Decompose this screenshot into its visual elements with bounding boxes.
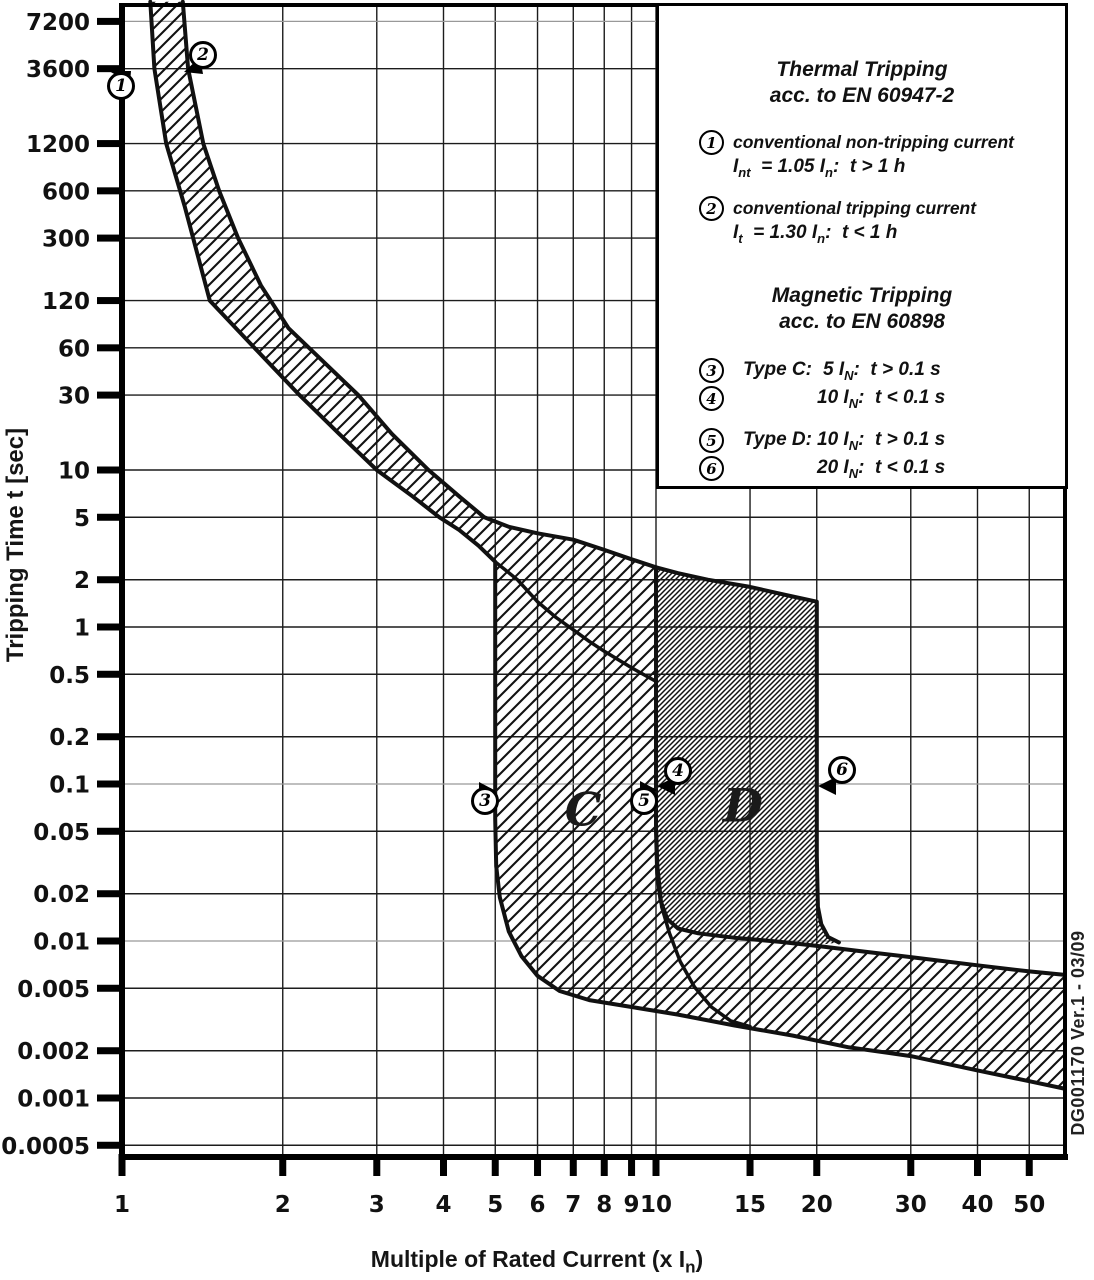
x-tick-3 <box>373 1154 380 1176</box>
y-tick-1 <box>97 624 122 631</box>
x-tick-30 <box>907 1154 914 1176</box>
legend-item-2-formula: $I_t = 1.30$ $I_n$: t < 1 h <box>733 222 898 246</box>
y-tick-0.1 <box>97 781 122 788</box>
y-tick-10 <box>97 467 122 474</box>
y-tick-label-0.005: 0.005 <box>17 976 90 1003</box>
x-tick-label-6: 6 <box>529 1192 546 1218</box>
x-tick-1 <box>119 1154 126 1176</box>
magnetic-section-title: Magnetic Tripping <box>771 284 953 307</box>
legend-marker-6-icon: 6 <box>699 456 724 481</box>
y-tick-label-3600: 3600 <box>25 57 90 84</box>
y-axis-title: Tripping Time t [sec] <box>2 427 29 663</box>
type-d-row-1-formula: 10 $I_N$: t > 0.1 s <box>817 429 946 453</box>
x-tick-label-3: 3 <box>368 1192 385 1218</box>
band-label-d: D <box>723 778 763 833</box>
thermal-section-subtitle: acc. to EN 60947-2 <box>769 84 955 107</box>
x-tick-label-40: 40 <box>961 1192 994 1218</box>
x-tick-label-7: 7 <box>565 1192 582 1218</box>
x-tick-label-2: 2 <box>274 1192 291 1218</box>
type-c-row-1-formula: 5 $I_N$: t > 0.1 s <box>823 359 941 383</box>
y-tick-0.2 <box>97 733 122 740</box>
y-tick-3600 <box>97 65 122 72</box>
x-tick-5 <box>492 1154 499 1176</box>
y-tick-label-0.1: 0.1 <box>49 772 90 799</box>
chart-marker-5: 5 <box>630 787 658 815</box>
x-tick-40 <box>974 1154 981 1176</box>
x-tick-label-10: 10 <box>639 1192 673 1218</box>
y-tick-0.0005 <box>97 1142 122 1149</box>
document-reference: DG001170 Ver.1 - 03/09 <box>1068 930 1088 1136</box>
y-tick-0.002 <box>97 1047 122 1054</box>
x-tick-8 <box>601 1154 608 1176</box>
y-tick-0.5 <box>97 671 122 678</box>
y-tick-label-0.001: 0.001 <box>17 1086 90 1113</box>
y-tick-300 <box>97 235 122 242</box>
type-c-row-2-formula: 10 $I_N$: t < 0.1 s <box>817 387 946 411</box>
y-tick-label-60: 60 <box>57 336 90 363</box>
y-tick-7200 <box>97 18 122 25</box>
x-tick-10 <box>653 1154 660 1176</box>
chart-marker-1: 1 <box>107 72 135 100</box>
x-tick-50 <box>1026 1154 1033 1176</box>
y-tick-5 <box>97 514 122 521</box>
x-tick-9 <box>628 1154 635 1176</box>
y-tick-120 <box>97 297 122 304</box>
y-tick-label-7200: 7200 <box>25 9 90 36</box>
y-tick-0.02 <box>97 890 122 897</box>
type-c-label: Type C: <box>743 359 812 380</box>
y-tick-label-10: 10 <box>57 458 90 485</box>
y-tick-0.01 <box>97 938 122 945</box>
x-tick-7 <box>570 1154 577 1176</box>
y-tick-label-0.002: 0.002 <box>17 1039 90 1066</box>
y-tick-label-1200: 1200 <box>25 132 90 159</box>
legend-marker-1-icon: 1 <box>699 130 724 155</box>
y-tick-0.001 <box>97 1095 122 1102</box>
legend-item-1-formula: $I_{nt} = 1.05$ $I_n$: t > 1 h <box>733 156 906 180</box>
x-tick-label-4: 4 <box>435 1192 452 1218</box>
y-tick-2 <box>97 576 122 583</box>
x-tick-20 <box>813 1154 820 1176</box>
x-tick-label-8: 8 <box>596 1192 613 1218</box>
y-tick-label-0.2: 0.2 <box>49 725 90 752</box>
type-d-label: Type D: <box>743 429 812 450</box>
y-tick-label-0.5: 0.5 <box>49 662 90 689</box>
y-tick-30 <box>97 392 122 399</box>
x-tick-2 <box>279 1154 286 1176</box>
type-d-band-region <box>656 567 839 945</box>
y-tick-600 <box>97 187 122 194</box>
y-tick-label-0.05: 0.05 <box>33 819 90 846</box>
x-tick-label-5: 5 <box>487 1192 504 1218</box>
x-tick-label-20: 20 <box>800 1192 833 1218</box>
chart-marker-3: 3 <box>471 787 499 815</box>
type-d-row-2-formula: 20 $I_N$: t < 0.1 s <box>817 457 946 481</box>
x-tick-label-9: 9 <box>623 1192 640 1218</box>
x-tick-4 <box>440 1154 447 1176</box>
y-tick-0.05 <box>97 828 122 835</box>
x-tick-label-1: 1 <box>113 1192 131 1218</box>
y-tick-0.005 <box>97 985 122 992</box>
legend-marker-5-icon: 5 <box>699 428 724 453</box>
x-tick-label-50: 50 <box>1013 1192 1046 1218</box>
legend-item-1-desc: conventional non-tripping current <box>733 132 1014 152</box>
y-tick-label-2: 2 <box>73 568 90 595</box>
y-tick-label-0.0005: 0.0005 <box>1 1133 90 1160</box>
chart-marker-4: 4 <box>664 757 692 785</box>
y-tick-label-0.01: 0.01 <box>33 929 90 956</box>
thermal-section-title: Thermal Tripping <box>776 58 948 81</box>
y-tick-label-300: 300 <box>41 226 90 253</box>
x-tick-6 <box>534 1154 541 1176</box>
y-tick-label-600: 600 <box>41 179 90 206</box>
x-tick-label-15: 15 <box>734 1192 767 1218</box>
x-tick-label-30: 30 <box>894 1192 927 1218</box>
y-tick-label-120: 120 <box>41 289 90 316</box>
y-tick-label-0.02: 0.02 <box>33 882 90 909</box>
magnetic-section-subtitle: acc. to EN 60898 <box>779 310 945 333</box>
legend-marker-3-icon: 3 <box>699 358 724 383</box>
legend-marker-2-icon: 2 <box>699 196 724 221</box>
legend-box <box>656 3 1068 489</box>
y-tick-1200 <box>97 140 122 147</box>
y-tick-label-5: 5 <box>73 505 90 532</box>
band-label-c: C <box>564 782 602 837</box>
y-tick-label-1: 1 <box>73 615 90 642</box>
x-tick-15 <box>747 1154 754 1176</box>
y-tick-60 <box>97 344 122 351</box>
x-axis-title: Multiple of Rated Current (x $I_n$) <box>370 1246 704 1277</box>
chart-marker-2: 2 <box>189 41 217 69</box>
legend-item-2-desc: conventional tripping current <box>733 198 977 218</box>
y-tick-label-30: 30 <box>57 383 90 410</box>
chart-marker-6: 6 <box>828 756 856 784</box>
legend-marker-4-icon: 4 <box>699 386 724 411</box>
